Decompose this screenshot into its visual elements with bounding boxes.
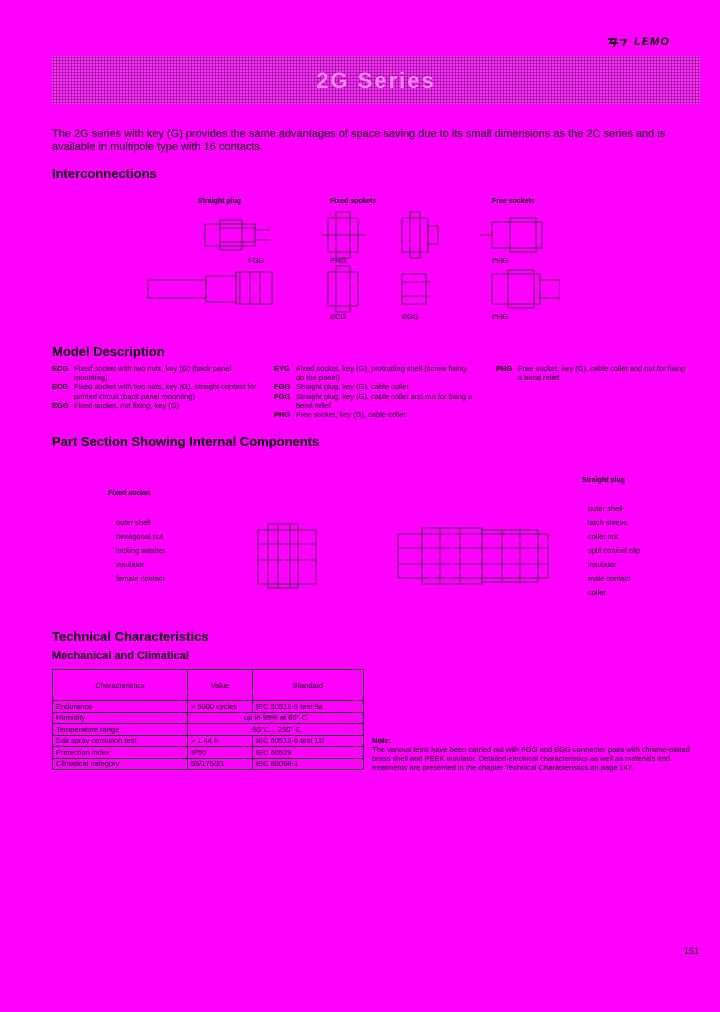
model-text: Fixed socket with two nuts, key (G) (back panel mounting) (74, 364, 232, 383)
component-item (568, 502, 640, 516)
component-item (568, 544, 640, 558)
component-label: insulator (116, 560, 145, 569)
component-item (568, 586, 640, 600)
cell-standard: IEC 60512-6 test 11f (253, 735, 364, 747)
label-phg-left: PHG (330, 256, 347, 265)
model-code: FGG (274, 382, 291, 392)
interconnections-heading: Interconnections (52, 166, 157, 181)
model-entry (496, 364, 686, 382)
model-text: Free socket, key (G), cable collet (296, 410, 406, 420)
page-number: 151 (684, 946, 700, 956)
note-block (372, 736, 702, 772)
straight-plug-components (568, 502, 640, 600)
cell-standard: IEC 60068-1 (253, 758, 364, 770)
label-phg-bottom: PHG (492, 312, 509, 321)
label-fgg: FGG (248, 256, 265, 265)
table-row (53, 735, 364, 747)
fixed-socket-drawing-c (328, 266, 358, 312)
component-label: female contact (116, 574, 165, 583)
component-item (96, 572, 166, 586)
technical-heading: Technical Characteristics (52, 629, 209, 644)
table-row (53, 747, 364, 759)
model-code: FGG (274, 391, 291, 401)
title-band (52, 56, 700, 104)
component-label: locking washer (116, 546, 166, 555)
characteristics-table (52, 669, 364, 770)
component-item (96, 530, 166, 544)
note-heading: Note: (372, 736, 392, 745)
component-label: insulator (588, 560, 617, 569)
cell-value: > 5000 cycles (188, 701, 253, 713)
lemo-logo (606, 36, 700, 50)
model-code: ECG (52, 364, 69, 373)
model-entry (274, 410, 476, 419)
table-row (53, 701, 364, 713)
fixed-socket-drawing-a (322, 212, 366, 258)
model-text: Straight plug, key (G), cable collet and nut for fixing a bend relief (296, 391, 473, 410)
model-description-heading: Model Description (52, 344, 165, 359)
component-item (96, 558, 166, 572)
caption-fixed-socket: Fixed socket (108, 490, 151, 497)
component-label: split conical clip (588, 546, 641, 555)
fixed-socket-drawing-b (402, 212, 438, 258)
model-code: EYG (274, 364, 290, 373)
mechanical-subheading: Mechanical and Climatical (52, 650, 189, 662)
cell-standard: IEC 60529 (253, 747, 364, 759)
cell-name: Humidity (53, 712, 188, 724)
logo-text: LEMO (634, 36, 670, 48)
column-header: Standard (253, 670, 364, 701)
cell-name: Protection index (53, 747, 188, 759)
component-label: collet (588, 588, 606, 597)
model-text: Fixed socket with two nuts, key (G), straight contact for printed circuit (back panel mounting) (74, 382, 257, 401)
table-row (53, 724, 364, 736)
model-column-2 (274, 364, 476, 419)
note-text: The various tests have been carried out with FGG and EGG connector pairs with chrome-plated brass shell and PEEK insulator. Detailed electrical characteristics as well as materials and treatments are presented in the chapter Technical Characteristics on page 147. (372, 745, 690, 772)
component-item (568, 558, 640, 572)
model-column-3 (496, 364, 686, 382)
model-code: PHG (496, 364, 513, 373)
page-title: 2G Series (316, 68, 436, 93)
cell-value: IP50 (188, 747, 253, 759)
component-item (96, 544, 166, 558)
plug-with-cable-drawing (148, 272, 272, 304)
component-label: hexagonal nut (116, 532, 164, 541)
component-label: outer shell (116, 518, 151, 527)
section-drawings (250, 520, 590, 592)
model-entry (52, 382, 258, 400)
model-text: Fixed socket, nut fixing, key (G) (74, 400, 180, 410)
table-row (53, 712, 364, 724)
component-item (568, 530, 640, 544)
label-ecg: ECG (330, 312, 347, 321)
intro-paragraph: The 2G series with key (G) provides the same advantages of space saving due to its small dimensions as the 2C series and is available in multipole type with 16 contacts. (52, 128, 666, 153)
cell-standard: IEC 60512-5 test 9a (253, 701, 364, 713)
cell-value: > 1 44 h (188, 735, 253, 747)
cell-value: up to 95% at 60° C (188, 712, 364, 724)
caption-straight-plug-section: Straight plug (582, 477, 626, 484)
cell-name: Salt spray corrosion test (53, 735, 188, 747)
component-label: collet nut (588, 532, 619, 541)
free-socket-with-cable-drawing (492, 270, 560, 308)
part-section-heading: Part Section Showing Internal Components (52, 434, 320, 449)
cell-value: 55/175/21 (188, 758, 253, 770)
cell-name: Climatical category (53, 758, 188, 770)
cell-name: Temperature range (53, 724, 188, 736)
straight-plug-section-drawing (398, 528, 548, 584)
column-header: Characteristics (53, 670, 188, 701)
model-text: Fixed socket, key (G), protruding shell (screw fixing on the panel) (296, 364, 467, 383)
caption-free-sockets: Free sockets (492, 198, 535, 205)
column-header: Value (188, 670, 253, 701)
component-label: outer shell (588, 504, 623, 513)
component-label: male contact (588, 574, 631, 583)
logo-mark-icon (606, 37, 628, 49)
table-header-row (53, 670, 364, 701)
model-code: ECG (52, 382, 69, 392)
caption-straight-plug: Straight plug (198, 198, 242, 205)
component-item (568, 572, 640, 586)
caption-fixed-sockets: Fixed sockets (330, 198, 377, 205)
cell-name: Endurance (53, 701, 188, 713)
fixed-socket-drawing-d (402, 274, 430, 304)
label-egg: EGG (402, 312, 419, 321)
model-entry (52, 401, 258, 410)
model-entry (274, 382, 476, 391)
free-socket-drawing (480, 218, 542, 252)
fixed-socket-section-drawing (258, 524, 316, 588)
component-label: latch sleeve (588, 518, 628, 527)
model-entry (52, 364, 258, 382)
model-entry (274, 364, 476, 382)
model-code: PHG (274, 410, 291, 420)
component-item (568, 516, 640, 530)
straight-plug-drawing (205, 220, 270, 250)
table-row (53, 758, 364, 770)
model-text: Free socket, key (G), cable collet and nut for fixing a bend relief (518, 364, 686, 383)
model-text: Straight plug, key (G), cable collet (296, 382, 409, 392)
label-phg-right: PHG (492, 256, 509, 265)
cell-value: -55°C... 250° C (188, 724, 364, 736)
component-item (96, 516, 166, 530)
model-column-1 (52, 364, 258, 410)
model-code: EGG (52, 400, 69, 410)
fixed-socket-components (96, 516, 166, 586)
model-entry (274, 392, 476, 410)
